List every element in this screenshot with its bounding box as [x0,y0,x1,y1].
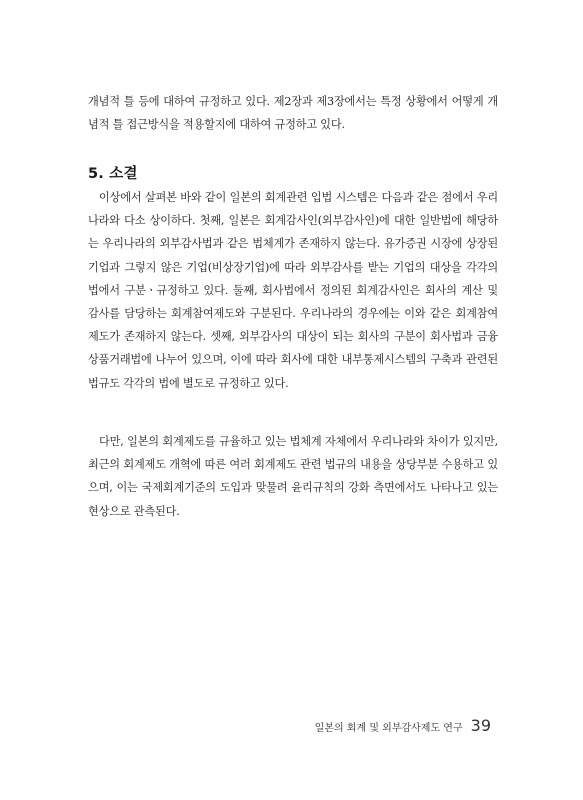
running-title: 일본의 회계 및 외부감사제도 연구 [314,723,463,734]
intro-paragraph: 개념적 틀 등에 대하여 규정하고 있다. 제2장과 제3장에서는 특정 상황에서 어떻게 개념적 틀 접근방식을 적용할지에 대하여 규정하고 있다. [88,95,498,132]
body-paragraph: 다만, 일본의 회계제도를 규율하고 있는 법체계 자체에서 우리나라와 차이가 있지만, 최근의 회계제도 개혁에 따른 여러 회계제도 관련 법규의 내용을 상당부분 수용하고 있으며, 이는 국제회계기준의 도입과 맞물려 윤리규칙의 강화 측면에서도 나타나고 있는 현상으로 관측된다. [88,435,498,518]
page-number: 39 [470,716,491,735]
section-heading: 5. 소결 [88,166,138,182]
body-paragraph: 이상에서 살펴본 바와 같이 일본의 회계관련 입법 시스템은 다음과 같은 점에서 우리나라와 다소 상이하다. 첫째, 일본은 회계감사인(외부감사인)에 대한 일반법에 해당하는 우리나라의 외부감사법과 같은 법체계가 존재하지 않는다. 유가증권 시장에 상장된 기업과 그렇지 않은 기업(비상장기업)에 따라 외부감사를 받는 기업의 대상을 각각의 법에서 구분ㆍ규정하고 있다. 둘째, 회사법에서 정의된 회계감사인은 회사의 계산 및 감사를 담당하는 회계참여제도와 구분된다. 우리나라의 경우에는 이와 같은 회계참여제도가 존재하지 않는다. 셋째, 외부감사의 대상이 되는 회사의 구분이 회사법과 금융상품거래법에 나누어 있으며, 이에 따라 회사에 대한 내부통제시스템의 구축과 관련된 법규도 각각의 법에 별도로 규정하고 있다. [88,191,498,390]
page-footer [315,716,491,735]
